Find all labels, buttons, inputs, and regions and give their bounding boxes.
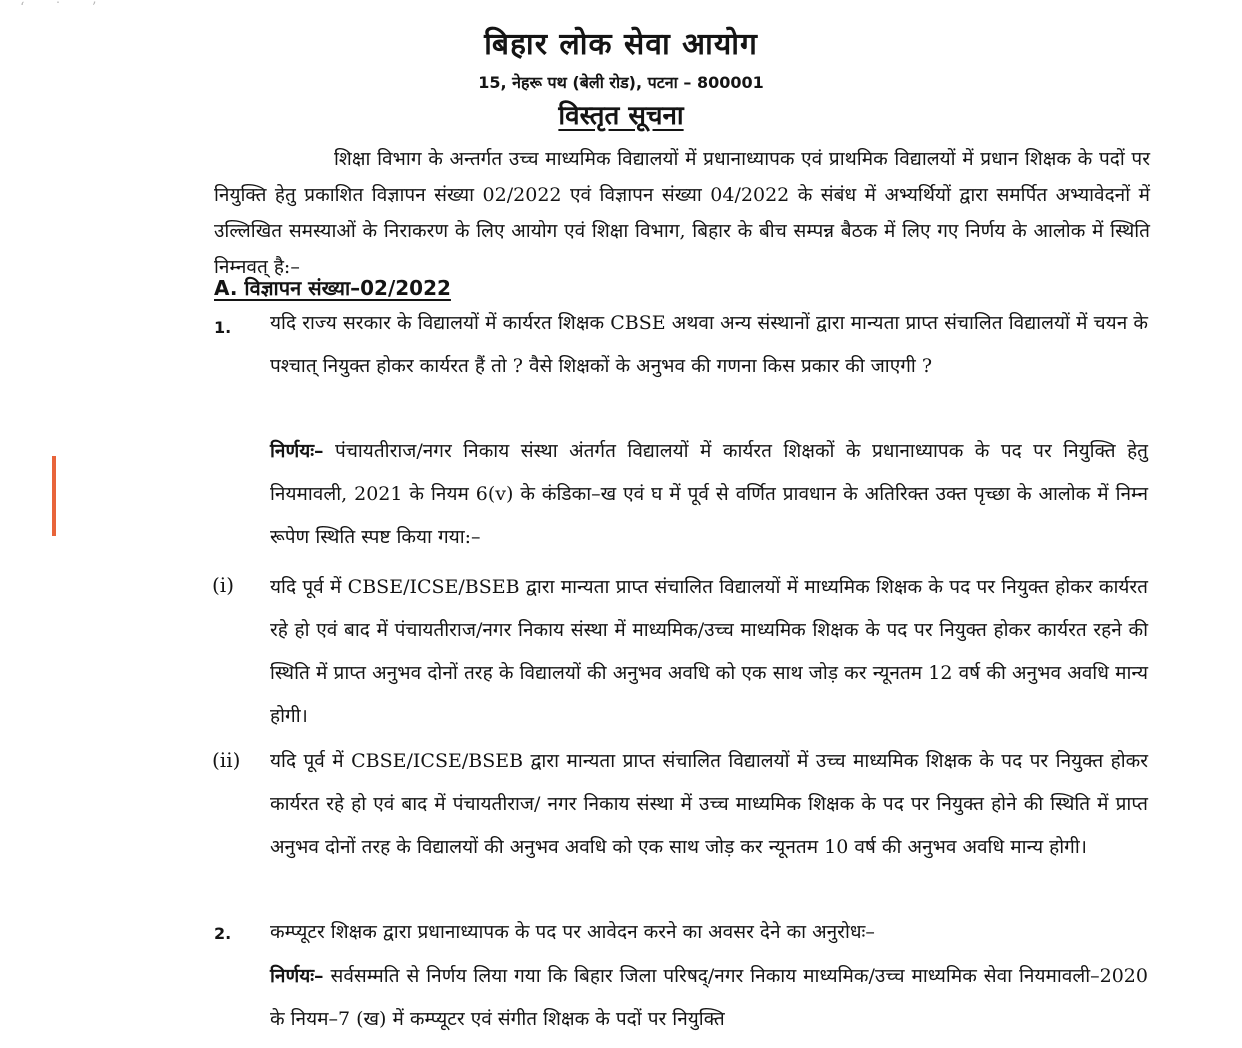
item-1-decision-label: निर्णयः– — [270, 440, 324, 462]
item-2-decision-text: सर्वसम्मति से निर्णय लिया गया कि बिहार जिला परिषद्/नगर निकाय माध्यमिक/उच्च माध्यमिक सेवा नियमावली–2020 के नियम–7 (ख) में कम्प्यूटर एवं संगीत शिक्षक के पदों पर नियुक्ति — [270, 965, 1148, 1030]
item-1-decision-text: पंचायतीराज/नगर निकाय संस्था अंतर्गत विद्यालयों में कार्यरत शिक्षकों के प्रधानाध्यापक के पद पर नियुक्ति हेतु नियमावली, 2021 के नियम 6(v) के कंडिका–ख एवं घ में पूर्व से वर्णित प्रावधान के अतिरिक्त उक्त पृच्छा के आलोक में निम्न रूपेण स्थिति स्पष्ट किया गया:– — [270, 440, 1148, 548]
item-2-decision-label: निर्णयः– — [270, 965, 324, 987]
subpoint-ii-text: यदि पूर्व में CBSE/ICSE/BSEB द्वारा मान्यता प्राप्त संचालित विद्यालयों में उच्च माध्यमिक शिक्षक के पद पर नियुक्त होकर कार्यरत रहे हो एवं बाद में पंचायतीराज/ नगर निकाय संस्था में उच्च माध्यमिक शिक्षक के पद पर नियुक्त होने की स्थिति में प्राप्त अनुभव दोनों तरह के विद्यालयों की अनुभव अवधि को एक साथ जोड़ कर न्यूनतम 10 वर्ष की अनुभव अवधि मान्य होगी। — [270, 750, 1148, 858]
scroll-marker — [52, 456, 56, 536]
item-1-decision — [270, 430, 1148, 559]
item-2-number: 2. — [214, 924, 232, 943]
section-a-heading: A. विज्ञापन संख्या–02/2022 — [214, 276, 451, 300]
subpoint-ii-label: (ii) — [212, 748, 241, 772]
commission-title: बिहार लोक सेवा आयोग — [484, 27, 758, 62]
subpoint-i-label: (i) — [212, 573, 235, 597]
item-2-decision — [270, 955, 1148, 1041]
scan-edge-marks: ʻ ˙ ʼ — [20, 0, 96, 16]
notice-heading-text: विस्तृत सूचना — [558, 101, 684, 131]
item-1-number: 1. — [214, 318, 232, 337]
item-1-question: यदि राज्य सरकार के विद्यालयों में कार्यरत शिक्षक CBSE अथवा अन्य संस्थानों द्वारा मान्यता प्राप्त संचालित विद्यालयों में चयन के पश्चात् नियुक्त होकर कार्यरत हैं तो ? वैसे शिक्षकों के अनुभव की गणना किस प्रकार की जाएगी ? — [270, 312, 1148, 377]
commission-address: 15, नेहरू पथ (बेली रोड), पटना – 800001 — [478, 73, 764, 92]
item-2-question: कम्प्यूटर शिक्षक द्वारा प्रधानाध्यापक के पद पर आवेदन करने का अवसर देने का अनुरोधः– — [270, 921, 875, 943]
notice-heading — [0, 96, 1242, 132]
subpoint-i-text: यदि पूर्व में CBSE/ICSE/BSEB द्वारा मान्यता प्राप्त संचालित विद्यालयों में माध्यमिक शिक्षक के पद पर नियुक्त होकर कार्यरत रहे हो एवं बाद में पंचायतीराज/नगर निकाय संस्था में माध्यमिक/उच्च माध्यमिक शिक्षक के पद पर नियुक्त होकर कार्यरत रहने की स्थिति में प्राप्त अनुभव दोनों तरह के विद्यालयों की अनुभव अवधि को एक साथ जोड़ कर न्यूनतम 12 वर्ष की अनुभव अवधि मान्य होगी। — [270, 576, 1148, 727]
intro-paragraph: शिक्षा विभाग के अन्तर्गत उच्च माध्यमिक विद्यालयों में प्रधानाध्यापक एवं प्राथमिक विद्यालयों में प्रधान शिक्षक के पदों पर नियुक्ति हेतु प्रकाशित विज्ञापन संख्या 02/2022 एवं विज्ञापन संख्या 04/2022 के संबंध में अभ्यर्थियों द्वारा समर्पित अभ्यावेदनों में उल्लिखित समस्याओं के निराकरण के लिए आयोग एवं शिक्षा विभाग, बिहार के बीच सम्पन्न बैठक में लिए गए निर्णय के आलोक में स्थिति निम्नवत् है:– — [214, 148, 1150, 278]
